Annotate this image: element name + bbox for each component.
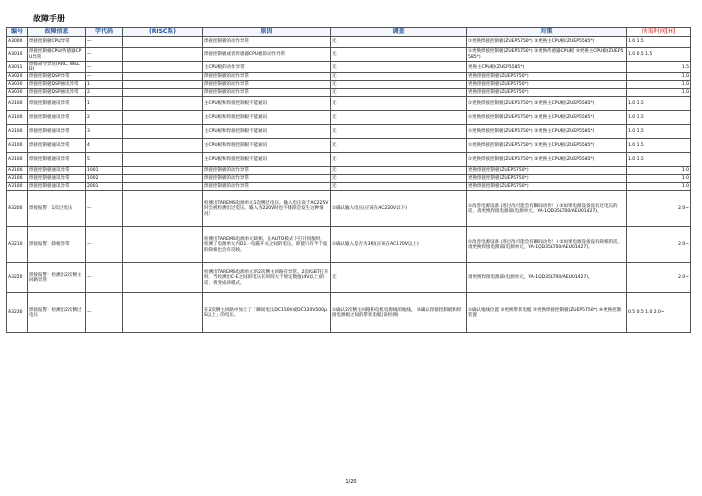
header-survey: 调查: [331, 28, 467, 37]
fault-time: 2.0~: [627, 227, 691, 263]
table-row: [7, 139, 691, 153]
table-row: [7, 191, 691, 227]
header-char-code: 字代码: [86, 28, 123, 37]
fault-time: 1.5: [627, 62, 691, 73]
risc-cell: [123, 111, 203, 125]
fault-plan: ①更换焊接控制板(ZUEP5750*) ②更换主CPU板(ZUEP5585*): [467, 125, 627, 139]
header-fault-info: 故障信息: [28, 28, 86, 37]
fault-code: A3030: [7, 81, 28, 89]
fault-plan: 更换主CPU板(ZUEP5585*): [467, 62, 627, 73]
risc-cell: [123, 48, 203, 62]
fault-survey: 无: [331, 73, 467, 81]
fault-survey: ①确认输入电压(应该在AC220V以下): [331, 191, 467, 227]
fault-reason: 焊接控制板的动作异常: [203, 183, 331, 191]
table-row: [7, 153, 691, 167]
fault-code: A3100: [7, 111, 28, 125]
fault-code: A3020: [7, 73, 28, 81]
fault-code: A3030: [7, 89, 28, 97]
risc-cell: [123, 293, 203, 333]
fault-survey: 无: [331, 139, 467, 153]
fault-survey: 无: [331, 62, 467, 73]
table-row: [7, 167, 691, 175]
char-code: 2: [86, 89, 123, 97]
char-code: —: [86, 48, 123, 62]
char-code: 1: [86, 81, 123, 89]
fault-info: 焊接控制板通讯异常: [28, 139, 86, 153]
char-code: —: [86, 293, 123, 333]
fault-info: 焊接控制板通讯异常: [28, 111, 86, 125]
fault-reason: 主CPU板的动作异常: [203, 62, 331, 73]
fault-survey: 无: [331, 37, 467, 48]
char-code: —: [86, 227, 123, 263]
fault-reason: 主CPU板和焊接控制板不能通讯: [203, 153, 331, 167]
fault-code: A3100: [7, 183, 28, 191]
fault-code: A3100: [7, 167, 28, 175]
fault-reason: 焊接控制板的动作异常: [203, 37, 331, 48]
fault-survey: 无: [331, 167, 467, 175]
fault-code: A3000: [7, 37, 28, 48]
fault-survey: 无: [331, 263, 467, 293]
char-code: 3: [86, 125, 123, 139]
fault-plan: 请更换焊接电源部(电源单元，YA-1QD35LT00/AEU01427)。: [467, 263, 627, 293]
header-risc: (RISC系): [123, 28, 203, 37]
fault-reason: 检测出TAREMS电源单元缺相。在AUTO模式下打开伺服时，检测了电源单元内D1一电磁开关之间的电压。即使只有半个波的缺相也会有反映。: [203, 227, 331, 263]
risc-cell: [123, 97, 203, 111]
fault-time: 1.0: [627, 89, 691, 97]
fault-plan: ①更换焊接控制板(ZUEP5750*) ②更换主CPU板(ZUEP5585*): [467, 139, 627, 153]
char-code: 4: [86, 139, 123, 153]
fault-survey: 无: [331, 89, 467, 97]
fault-info: 焊接控制板通讯异常: [28, 125, 86, 139]
table-row: [7, 293, 691, 333]
fault-survey: 无: [331, 111, 467, 125]
fault-code: A3011: [7, 62, 28, 73]
fault-code: A3100: [7, 97, 28, 111]
fault-survey: ①确认2次侧主回路和电机电源线的地线。 ②确认焊接控制板和焊接电源板之间的带状电缆(误检测): [331, 293, 467, 333]
fault-code: A3220: [7, 263, 28, 293]
page-title: 故障手册: [33, 14, 65, 23]
table-row: [7, 97, 691, 111]
fault-survey: 无: [331, 153, 467, 167]
fault-reason: 焊接控制板的动作异常: [203, 73, 331, 81]
char-code: 2001: [86, 183, 123, 191]
table-row: [7, 227, 691, 263]
fault-time: 2.0~: [627, 263, 691, 293]
char-code: 1002: [86, 175, 123, 183]
fault-time: 1.0 0.5 1.5: [627, 48, 691, 62]
table-row: [7, 37, 691, 48]
fault-info: 焊接控制板通讯异常: [28, 153, 86, 167]
risc-cell: [123, 175, 203, 183]
fault-info: 焊接控制板CPU异常: [28, 37, 86, 48]
fault-code: A3100: [7, 125, 28, 139]
table-row: [7, 175, 691, 183]
fault-time: 1.0: [627, 183, 691, 191]
fault-plan: ①更换焊接控制板(ZUEP5750*) ②更换主CPU板(ZUEP5585*): [467, 153, 627, 167]
table-row: [7, 183, 691, 191]
char-code: —: [86, 73, 123, 81]
table-header-row: [7, 28, 691, 37]
fault-plan: ①更换焊接控制板(ZUEP5750*) ②更换主CPU板(ZUEP5585*): [467, 97, 627, 111]
page-number: 1/20: [345, 479, 357, 485]
fault-code: A3010: [7, 48, 28, 62]
fault-code: A3210: [7, 227, 28, 263]
fault-survey: 无: [331, 125, 467, 139]
fault-time: 0.5 0.5 1.0 2.0~: [627, 293, 691, 333]
risc-cell: [123, 227, 203, 263]
fault-info: 焊接控制板DSP通讯异常: [28, 89, 86, 97]
table-row: [7, 111, 691, 125]
table-row: [7, 89, 691, 97]
fault-plan: ①确认地线位置 ②更换带状电缆 ③更换焊接控制板(ZUEP5750*) ④更换控制装置: [467, 293, 627, 333]
table-row: [7, 73, 691, 81]
fault-info: 焊接控制板通讯异常: [28, 97, 86, 111]
risc-cell: [123, 167, 203, 175]
fault-survey: 无: [331, 81, 467, 89]
risc-cell: [123, 62, 203, 73]
risc-cell: [123, 81, 203, 89]
char-code: 5: [86, 153, 123, 167]
fault-info: 焊接控制板DSP通讯异常: [28, 81, 86, 89]
fault-time: 1.0: [627, 73, 691, 81]
fault-reason: 焊接控制板或者传感器CPU板的动作异常: [203, 48, 331, 62]
table-row: [7, 62, 691, 73]
fault-info: 焊接控制板通讯异常: [28, 175, 86, 183]
char-code: —: [86, 37, 123, 48]
fault-info: 焊接控制板通讯异常: [28, 183, 86, 191]
fault-reason: 焊接控制板的动作异常: [203, 175, 331, 183]
fault-survey: 无: [331, 175, 467, 183]
fault-time: 1.0 1.5: [627, 153, 691, 167]
char-code: —: [86, 263, 123, 293]
table-row: [7, 263, 691, 293]
fault-plan: 更换焊接控制板(ZUEP5750*): [467, 183, 627, 191]
fault-time: 1.0 1.5: [627, 125, 691, 139]
fault-reason: 主CPU板和焊接控制板不能通讯: [203, 125, 331, 139]
fault-reason: 主CPU板和焊接控制板不能通讯: [203, 139, 331, 153]
fault-info: 焊接控制板DSP异常: [28, 73, 86, 81]
fault-info: 焊接控制板CPU/传感器CPU异常: [28, 48, 86, 62]
char-code: 1001: [86, 167, 123, 175]
fault-plan: 更换焊接控制板(ZUEP5750*): [467, 81, 627, 89]
fault-plan: ①改善电源设备 (进过改可能会有瞬间动作！) ②如果电源设备没有缺相的话，请更换焊接电源部(电源单元，YA-1QD35LT00/AEU01427)。: [467, 227, 627, 263]
fault-time: 1.0 1.5: [627, 111, 691, 125]
fault-time: 1.0: [627, 81, 691, 89]
char-code: —: [86, 62, 123, 73]
fault-info: 焊接命令异常(ARC, WELD): [28, 62, 86, 73]
risc-cell: [123, 191, 203, 227]
fault-time: 1.0: [627, 167, 691, 175]
fault-reason: 焊接控制板的动作异常: [203, 81, 331, 89]
fault-reason: 检测出TAREMS电源单元的2次侧主回路有异常。2次IGBT打开时，当检测出C-E之间的电压长时间大于规定数值(4V以上)的话，将变成该模式。: [203, 263, 331, 293]
fault-survey: ①确认输入是否为3相(应该在AC170V以上): [331, 227, 467, 263]
fault-time: 1.0 1.5: [627, 97, 691, 111]
fault-code: A3200: [7, 191, 28, 227]
fault-info: 焊接控制板通讯异常: [28, 167, 86, 175]
table-body: [7, 37, 691, 333]
fault-survey: 无: [331, 48, 467, 62]
fault-reason: 在2次侧主回路中加上了「瞬间电压DC150V或DC120V500μS以上」的电压。: [203, 293, 331, 333]
fault-time: 1.0 1.5: [627, 139, 691, 153]
fault-info: 焊接报警：1次过电压: [28, 191, 86, 227]
risc-cell: [123, 73, 203, 81]
fault-table: [6, 27, 691, 333]
fault-time: 2.0~: [627, 191, 691, 227]
fault-plan: ①更换焊接控制板(ZUEP5750*) ②更换主CPU板(ZUEP5585*): [467, 111, 627, 125]
char-code: —: [86, 191, 123, 227]
fault-time: 1.0: [627, 175, 691, 183]
risc-cell: [123, 89, 203, 97]
fault-plan: 更换焊接控制板(ZUEP5750*): [467, 175, 627, 183]
risc-cell: [123, 183, 203, 191]
risc-cell: [123, 263, 203, 293]
risc-cell: [123, 125, 203, 139]
table-row: [7, 81, 691, 89]
header-plan: 对策: [467, 28, 627, 37]
fault-survey: 无: [331, 183, 467, 191]
fault-plan: 更换焊接控制板(ZUEP5750*): [467, 167, 627, 175]
header-time: 所需时间[H]: [627, 28, 691, 37]
fault-code: A3100: [7, 139, 28, 153]
fault-time: 1.0 1.5: [627, 37, 691, 48]
fault-plan: ①更换焊接控制板(ZUEP5750*) ②更换传感器CPU板 ③更换主CPU板(ZUEP5585*): [467, 48, 627, 62]
fault-code: A3100: [7, 175, 28, 183]
fault-plan: ①更换焊接控制板(ZUEP5750*) ②更换主CPU板(ZUEP5585*): [467, 37, 627, 48]
char-code: 2: [86, 111, 123, 125]
fault-reason: 焊接控制板的动作异常: [203, 167, 331, 175]
fault-info: 焊接报警：检测出2次侧过电压: [28, 293, 86, 333]
table-row: [7, 125, 691, 139]
char-code: 1: [86, 97, 123, 111]
table-row: [7, 48, 691, 62]
fault-reason: 主CPU板和焊接控制板不能通讯: [203, 111, 331, 125]
fault-info: 焊接报警：检测出2次侧主回路异常: [28, 263, 86, 293]
risc-cell: [123, 153, 203, 167]
fault-reason: 检测出TAREMS电源单元1次侧过电压。输入电压高于AC225V时会被检测出过电压。输入为220V时也不排除会发生这种情况！: [203, 191, 331, 227]
fault-plan: 更换焊接控制板(ZUEP5750*): [467, 73, 627, 81]
fault-survey: 无: [331, 97, 467, 111]
header-code: 编号: [7, 28, 28, 37]
fault-reason: 焊接控制板的动作异常: [203, 89, 331, 97]
risc-cell: [123, 37, 203, 48]
header-reason: 原因: [203, 28, 331, 37]
fault-info: 焊接报警：缺相异常: [28, 227, 86, 263]
fault-plan: ①改善电源设备 (进过改可能会有瞬间动作！) ②如果电源设备没有过电压的话，请更换焊接电源部(电源单元，YA-1QD35LT00/AEU01427)。: [467, 191, 627, 227]
fault-reason: 主CPU板和焊接控制板不能通讯: [203, 97, 331, 111]
fault-code: A3100: [7, 153, 28, 167]
risc-cell: [123, 139, 203, 153]
fault-plan: 更换焊接控制板(ZUEP5750*): [467, 89, 627, 97]
fault-code: A3230: [7, 293, 28, 333]
